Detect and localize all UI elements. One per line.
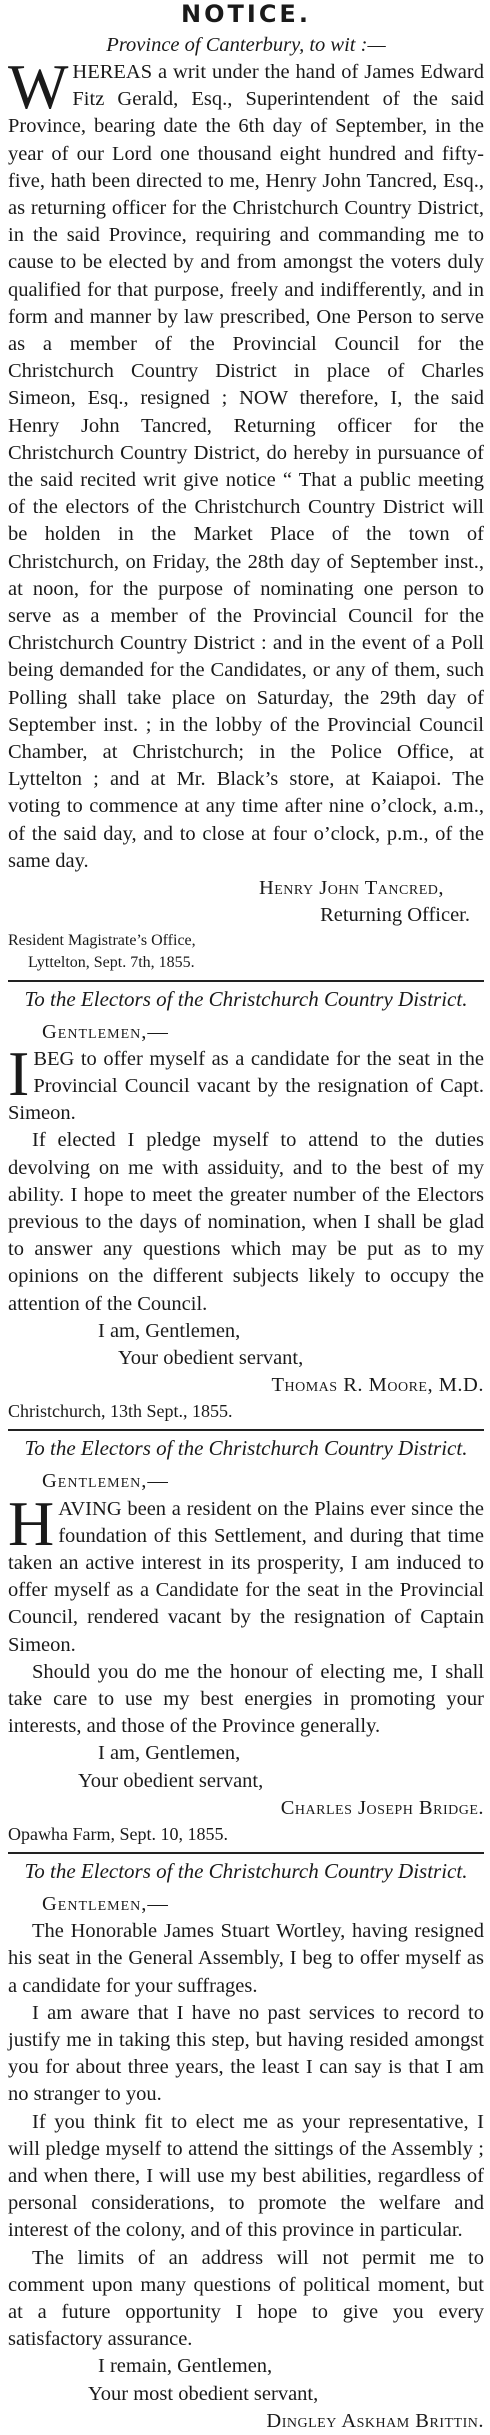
notice-title: NOTICE. (181, 0, 311, 28)
moore-signer: Thomas R. Moore, M.D. (271, 1374, 484, 1397)
brittin-closing-1: I remain, Gentlemen, (98, 2355, 273, 2378)
province-line: Province of Canterbury, to wit :— (106, 34, 386, 56)
divider (8, 1429, 484, 1431)
moore-para-2: If elected I pledge myself to attend to the duties devolving on me with assiduity, and to the best of my ability. I hope to meet the greater number of the Electors previous to the days of nomination, when I shall be glad to answer any questions which may be put as to my opinions on the different subjects likely to occupy the attention of the Council. (8, 1129, 484, 1315)
notice-body (8, 51, 484, 875)
brittin-para-3: If you think fit to elect me as your representative, I will pledge myself to attend the sittings of the Assembly ; and when there, I will use my best abilities, regardless of personal considerations, to promote the welfare and interest of the colony, and of this province in particular. (8, 2110, 484, 2242)
notice-signer: Henry John Tancred, (258, 877, 444, 900)
divider (8, 1852, 484, 1854)
bridge-signer: Charles Joseph Bridge. (280, 1796, 484, 1819)
brittin-closing-2: Your most obedient servant, (88, 2382, 319, 2405)
moore-para-1 (8, 1037, 484, 1128)
moore-closing-1: I am, Gentlemen, (98, 1319, 241, 1342)
moore-date-line: Christchurch, 13th Sept., 1855. (8, 1401, 233, 1422)
bridge-para-1 (8, 1487, 484, 1659)
moore-address (8, 986, 484, 1424)
moore-closing-2: Your obedient servant, (118, 1346, 304, 1369)
brittin-address (8, 1858, 484, 2435)
moore-para-1-text: BEG to offer myself as a candidate for the seat in the Provincial Council vacant by the resignation of Capt. Simeon. (8, 1047, 484, 1125)
bridge-para-2: Should you do me the honour of electing me, I shall take care to use my best energies in promoting your interests, and those of the Province generally. (8, 1660, 484, 1738)
bridge-heading: To the Electors of the Christchurch Country District. (24, 1436, 468, 1461)
brittin-para-1: The Honorable James Stuart Wortley, having resigned his seat in the General Assembly, I beg to offer myself as a candidate for your suffrages. (8, 1920, 484, 1997)
notice-body-text: HEREAS a writ under the hand of James Edward Fitz Gerald, Esq., Superintendent of the said Province, bearing date the 6th day of September, in the year of our Lord one thousand eight hundred and fifty-five, hath been directed to me, Henry John Tancred, Esq., as returning officer for the Christchurch Country District, in the said Province, requiring and commanding me to cause to be elected by and from amongst the voters duly qualified for that purpose, freely and indifferently, and in form and manner by law prescribed, One Person to serve as a member of the Provincial Council for the Christchurch Country District in place of Charles Simeon, Esq., resigned ; NOW therefore, I, the said Henry John Tancred, Returning officer for the Christchurch Country District, do hereby in pursuance of the said recited writ give notice “ That a public meeting of the electors of the Christchurch Country District will be holden in the Market Place of the town of Christchurch, on Friday, the 28th day of September inst., at noon, for the purpose of nominating one person to serve as a member of the Provincial Council for the Christchurch Country District : and in the event of a Poll being demanded for the Candidates, or any of them, such Polling shall take place on Saturday, the 29th day of September inst. ; in the lobby of the Provincial Council Chamber, at Christchurch; in the Police Office, at Lyttelton ; and at Mr. Black’s store, at Kaiapoi. The voting to commence at any time after nine o’clock, a.m., of the said day, and to close at four o’clock, p.m., of the same day. (8, 61, 484, 872)
bridge-closing-1: I am, Gentlemen, (98, 1742, 241, 1765)
moore-salutation: Gentlemen,— (42, 1020, 169, 1043)
bridge-dropcap: H (8, 1487, 55, 1559)
divider (8, 980, 484, 982)
bridge-closing-2: Your obedient servant, (78, 1769, 264, 1792)
bridge-para-1-text: AVING been a resident on the Plains ever since the foundation of this Settlement, and during that time taken an active interest in its prosperity, I am induced to offer myself as a Candidate for the seat in the Provincial Council, rendered vacant by the resignation of Captain Simeon. (8, 1497, 484, 1656)
bridge-salutation: Gentlemen,— (42, 1470, 169, 1493)
brittin-heading: To the Electors of the Christchurch Country District. (24, 1858, 468, 1883)
bridge-address (8, 1435, 484, 1846)
notice-signer-role: Returning Officer. (320, 904, 470, 927)
moore-dropcap: I (8, 1037, 30, 1109)
notice-office-line: Resident Magistrate’s Office, (8, 931, 196, 949)
bridge-date-line: Opawha Farm, Sept. 10, 1855. (8, 1823, 228, 1844)
notice-date-line: Lyttelton, Sept. 7th, 1855. (28, 953, 195, 971)
brittin-para-2: I am aware that I have no past services to record to justify me in taking this step, but having resided amongst you for about three years, the least I can say is that I am no stranger to you. (8, 2001, 484, 2106)
notice-dropcap: W (8, 51, 69, 122)
election-notice (8, 0, 484, 974)
brittin-salutation: Gentlemen,— (42, 1892, 169, 1915)
brittin-para-4: The limits of an address will not permit me to comment upon many questions of political moment, but at a future opportunity I hope to give you every satisfactory assurance. (8, 2246, 484, 2351)
moore-heading: To the Electors of the Christchurch Country District. (24, 986, 468, 1011)
brittin-signer: Dingley Askham Brittin. (266, 2409, 484, 2432)
